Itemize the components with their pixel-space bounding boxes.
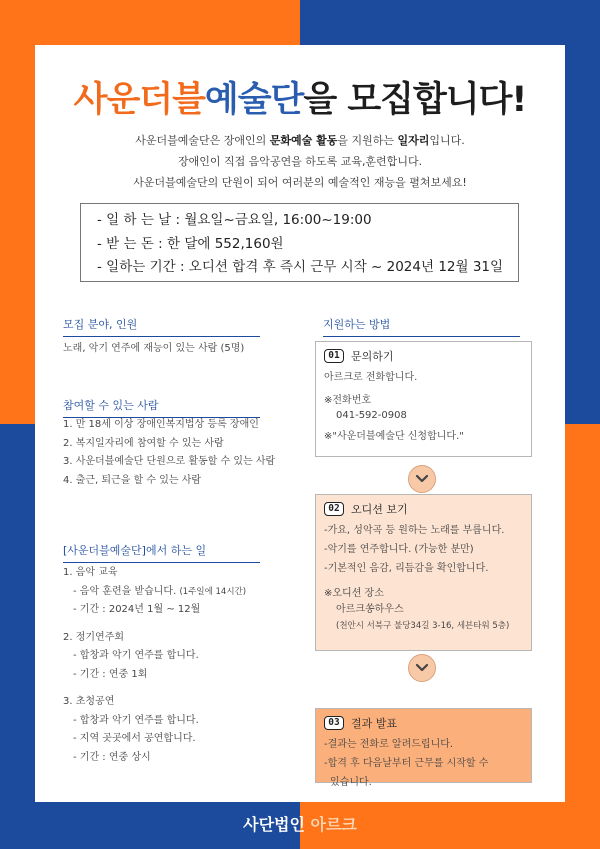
step-3-line: 있습니다. — [330, 777, 372, 788]
spacer — [63, 684, 246, 693]
activities-list — [63, 564, 246, 767]
activity-line-note: (1주일에 14시간) — [179, 586, 247, 597]
activity-line: - 지역 곳곳에서 공연합니다. — [73, 733, 196, 744]
title-part-recruiting: 을 모집합니다! — [303, 80, 527, 120]
step-2-line: -악기를 연주합니다. (가능한 분만) — [324, 544, 474, 555]
venue-address: (천안시 서북구 불당34길 3-16, 세븐타워 5층) — [336, 621, 510, 631]
activity-line: - 기간 : 2024년 1월 ~ 12월 — [73, 604, 201, 615]
chevron-down-icon — [408, 654, 436, 682]
step-1-title-text: 문의하기 — [351, 350, 394, 363]
step-2-number: 02 — [324, 502, 344, 516]
recruit-text: 노래, 악기 연주에 재능이 있는 사람 (5명) — [63, 343, 245, 354]
step-result-box — [315, 708, 532, 788]
step-3-body — [324, 735, 523, 792]
eligible-heading: 참여할 수 있는 사람 — [63, 397, 260, 418]
step-2-body — [324, 521, 523, 578]
intro-line-1-a: 사운더블예술단은 장애인의 — [135, 134, 270, 147]
eligible-item: 3. 사운더블예술단 단원으로 활동할 수 있는 사람 — [63, 456, 276, 467]
recruit-heading: 모집 분야, 인원 — [63, 316, 260, 337]
footer-org-name: 아르크 — [310, 815, 357, 834]
phone-number: 041-592-0908 — [336, 410, 407, 421]
chevron-down-icon — [408, 465, 436, 493]
step-2-venue — [324, 586, 523, 634]
step-inquiry-box — [315, 341, 532, 457]
work-period-row: - 일하는 기간 : 오디션 합격 후 즉시 근무 시작 ~ 2024년 12월 31일 — [97, 259, 504, 275]
eligible-item: 2. 복지일자리에 참여할 수 있는 사람 — [63, 437, 224, 449]
apply-heading: 지원하는 방법 — [323, 316, 520, 337]
activity-group-title: 3. 초청공연 — [63, 696, 115, 707]
step-3-title — [324, 715, 523, 731]
activity-line: - 합창과 악기 연주를 합니다. — [73, 714, 199, 726]
spacer — [63, 620, 246, 629]
phone-label: ※전화번호 — [324, 395, 372, 406]
step-audition-box — [315, 494, 532, 651]
eligible-item: 1. 만 18세 이상 장애인복지법상 등록 장애인 — [63, 419, 259, 430]
step-3-line: -합격 후 다음날부터 근무를 시작할 수 — [324, 758, 489, 769]
eligible-item: 4. 출근, 퇴근을 할 수 있는 사람 — [63, 474, 202, 486]
work-days-row: - 일 하 는 날 : 월요일~금요일, 16:00~19:00 — [97, 212, 372, 228]
intro-line-1-e: 입니다. — [429, 134, 465, 147]
step-1-body: 아르크로 전화합니다. — [324, 372, 418, 383]
step-1-say: ※"사운더블예술단 신청합니다." — [324, 431, 464, 442]
page-title — [0, 72, 600, 122]
step-3-line: -결과는 전화로 알려드립니다. — [324, 739, 454, 750]
eligible-list — [63, 416, 275, 490]
activity-line-text: - 음악 훈련을 받습니다. — [73, 585, 180, 597]
intro-highlight-culture: 문화예술 활동 — [269, 134, 338, 147]
activity-group-title: 2. 정기연주회 — [63, 631, 125, 643]
activity-line: - 기간 : 연중 상시 — [73, 751, 151, 763]
activities-heading: [사운더블예술단]에서 하는 일 — [63, 542, 260, 563]
title-part-art-troupe: 예술단 — [204, 80, 304, 120]
title-part-soundable: 사운더블 — [73, 80, 205, 120]
step-2-title-text: 오디션 보기 — [351, 503, 408, 516]
activity-line: - 기간 : 연중 1회 — [73, 668, 148, 680]
step-1-title — [324, 348, 523, 364]
venue-label: ※오디션 장소 — [324, 588, 384, 599]
footer-organization — [0, 812, 600, 835]
intro-line-3: 사운더블예술단의 단원이 되어 여러분의 예술적인 재능을 펼쳐보세요! — [133, 176, 467, 189]
step-2-title — [324, 501, 523, 517]
activity-line — [63, 583, 246, 602]
intro-highlight-job: 일자리 — [397, 134, 430, 147]
pay-row: - 받 는 돈 : 한 달에 552,160원 — [97, 235, 284, 252]
activity-line: - 합창과 악기 연주를 합니다. — [73, 650, 199, 661]
intro-text — [0, 130, 600, 193]
intro-line-1 — [0, 130, 600, 151]
step-1-number: 01 — [324, 349, 344, 363]
intro-line-1-c: 을 지원하는 — [337, 134, 398, 147]
footer-org-type: 사단법인 — [243, 815, 311, 834]
step-3-title-text: 결과 발표 — [351, 717, 398, 730]
step-2-line: -가요, 성악곡 등 원하는 노래를 부릅니다. — [324, 525, 505, 536]
step-1-phone — [324, 393, 523, 423]
work-conditions-box — [80, 203, 519, 282]
step-2-line: -기본적인 음감, 리듬감을 확인합니다. — [324, 563, 489, 574]
intro-line-2: 장애인이 직접 음악공연을 하도록 교육,훈련합니다. — [177, 155, 423, 168]
activity-group-title: 1. 음악 교육 — [63, 567, 118, 578]
venue-name: 아르크쏭하우스 — [336, 604, 404, 615]
step-3-number: 03 — [324, 716, 344, 730]
